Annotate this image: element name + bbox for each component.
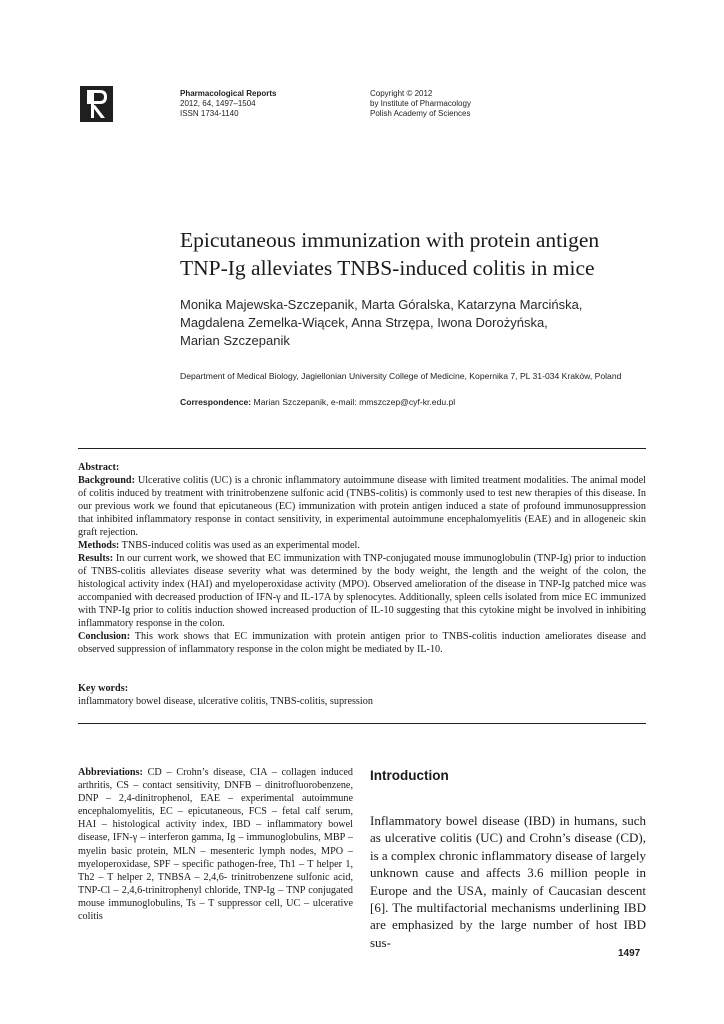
abstract — [78, 461, 646, 656]
correspondence — [180, 397, 650, 408]
abstract-results: Results: In our current work, we showed that EC immunization with TNP-conjugated mouse immunoglobulin (TNP-Ig) prior to induction of TNBS-colitis alleviates disease severity what was determined by the body weight, the length and the weight of the colon, the histological activity index (HAI) and myeloperoxidase activity (MPO). Observed amelioration of the disease in TNP-Ig patched mice was accompanied with decreased production of IFN-γ and IL-17A by splenocytes. Additionally, spleen cells isolated from mice EC immunized with TNP-Ig prior to colitis induction showed increased production of IL-10 suggesting that this cytokine might be involved in inhibiting inflammatory response in the colon. — [78, 553, 646, 629]
copyright-line: Polish Academy of Sciences — [370, 109, 471, 118]
journal-volume: 2012, 64, 1497–1504 — [180, 99, 256, 108]
copyright-line: by Institute of Pharmacology — [370, 99, 471, 108]
journal-issn: ISSN 1734-1140 — [180, 109, 239, 118]
copyright-line: Copyright © 2012 — [370, 89, 433, 98]
abbreviations — [78, 766, 353, 923]
keywords-heading: Key words: — [78, 683, 129, 694]
journal-logo — [80, 86, 113, 122]
keywords-text: inflammatory bowel disease, ulcerative colitis, TNBS-colitis, supression — [78, 696, 373, 707]
correspondence-label: Correspondence: — [180, 397, 252, 407]
affiliation: Department of Medical Biology, Jagiellonian University College of Medicine, Kopernika 7, PL 31-034 Kraków, Poland — [180, 371, 622, 381]
title-line: Epicutaneous immunization with protein antigen — [180, 228, 600, 252]
copyright-notice — [370, 89, 471, 119]
article-title — [180, 226, 660, 282]
author-list — [180, 296, 650, 350]
page-number: 1497 — [618, 948, 641, 959]
introduction-heading: Introduction — [370, 768, 449, 783]
abstract-conclusion: Conclusion: This work shows that EC immunization with protein antigen prior to TNBS-colitis induction ameliorates disease and observed suppression of inflammatory response in the colon might be mediated by IL-10. — [78, 631, 646, 655]
divider — [78, 723, 646, 724]
journal-info — [180, 89, 276, 119]
keywords — [78, 682, 646, 708]
authors-line: Marian Szczepanik — [180, 333, 290, 348]
pr-logo-icon — [80, 86, 113, 122]
abstract-heading: Abstract: — [78, 462, 120, 473]
abbreviations-label: Abbreviations: — [78, 767, 143, 778]
correspondence-text: Marian Szczepanik, e-mail: mmszczep@cyf-kr.edu.pl — [251, 397, 456, 407]
abbreviations-text: CD – Crohn’s disease, CIA – collagen induced arthritis, CS – contact sensitivity, DNFB – dinitrofluorobenzene, DNP – 2,4-dinitrophenol, EAE – experimental autoimmune encephalomyelitis, EC – epicutaneous, FCS – fetal calf serum, HAI – histological activity index, IBD – inflammatory bowel disease, IFN-γ – interferon gamma, Ig – immunoglobulins, MBP – myelin basic protein, MLN – mesenteric lymph nodes, MPO – myeloperoxidase, SPF – specific pathogen-free, Th1 – T helper 1, Th2 – T helper 2, TNBSA – 2,4,6- trinitrobenzene sulfonic acid, TNP-Cl – 2,4,6-trinitrophenyl chloride, TNP-Ig – TNP conjugated mouse immunoglobulins, Ts – T suppressor cell, UC – ulcerative colitis — [78, 767, 353, 923]
title-line: TNP-Ig alleviates TNBS-induced colitis in mice — [180, 256, 595, 280]
authors-line: Magdalena Zemelka-Wiącek, Anna Strzępa, Iwona Dorożyńska, — [180, 315, 548, 330]
introduction-text: Inflammatory bowel disease (IBD) in humans, such as ulcerative colitis (UC) and Crohn’s disease (CD), is a complex chronic inflammatory disease of largely unknown cause and affects 3.6 million people in Europe and the USA, mainly of Caucasian descent [6]. The multifactorial mechanisms underlining IBD are emphasized by the large number of host IBD sus- — [370, 813, 646, 950]
abstract-methods: Methods: TNBS-induced colitis was used as an experimental model. — [78, 540, 360, 551]
authors-line: Monika Majewska-Szczepanik, Marta Góralska, Katarzyna Marcińska, — [180, 297, 583, 312]
abstract-background: Background: Ulcerative colitis (UC) is a chronic inflammatory autoimmune disease with limited treatment modalities. The animal model of colitis induced by treatment with trinitrobenzene sulfonic acid (TNBS-colitis) is commonly used to test new therapies of this disease. In our previous work we found that epicutaneous (EC) immunization with protein antigen induced a state of profound immunosuppression that inhibited inflammatory response in contact sensitivity, in experimental autoimmune encephalomyelitis (EAE) and in allogeneic skin graft rejection. — [78, 475, 646, 538]
divider — [78, 448, 646, 449]
journal-name: Pharmacological Reports — [180, 89, 277, 98]
